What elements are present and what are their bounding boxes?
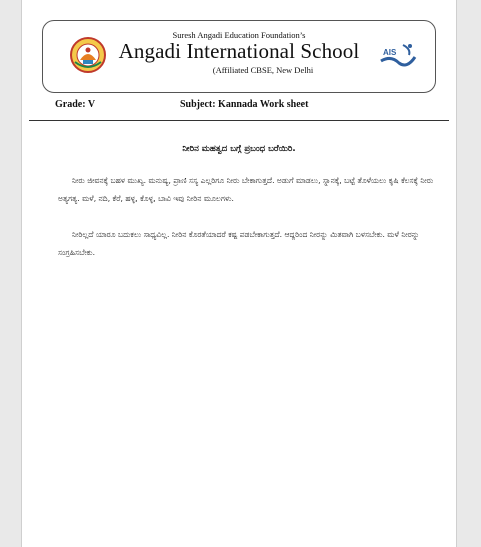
essay-title: ನೀರಿನ ಮಹತ್ವದ ಬಗ್ಗೆ ಪ್ರಬಂಧ ಬರೆಯಿರಿ.: [182, 144, 296, 154]
school-name: Angadi International School: [118, 39, 360, 63]
paragraph-2: ನೀರಿಲ್ಲದೆ ಯಾರೂ ಬದುಕಲು ಸಾಧ್ಯವಿಲ್ಲ. ನೀರಿನ ಕೊರತೆಯಾದರೆ ಕಷ್ಟ ಪಡಬೇಕಾಗುತ್ತದೆ. ಆದ್ದರಿಂದ ನೀರನ್ನು ಮಿತವಾಗಿ ಬಳಸಬೇಕು. ಮಳೆ ನೀರನ್ನು ಸಂಗ್ರಹಿಸಬೇಕು.: [58, 230, 420, 257]
ais-logo-text: AIS: [383, 48, 397, 57]
subject-label: Subject: Kannada Work sheet: [180, 99, 309, 110]
paragraph-1: ನೀರು ಜೀವನಕ್ಕೆ ಬಹಳ ಮುಖ್ಯ. ಮನುಷ್ಯ, ಪ್ರಾಣಿ ಸಸ್ಯ ಎಲ್ಲರಿಗೂ ನೀರು ಬೇಕಾಗುತ್ತದೆ. ಅಡುಗೆ ಮಾಡಲು, ಸ್ನಾನಕ್ಕೆ, ಬಟ್ಟೆ ತೊಳೆಯಲು ಕೃಷಿ ಕೆಲಸಕ್ಕೆ ನೀರು ಅತ್ಯಗತ್ಯ. ಮಳೆ, ನದಿ, ಕೆರೆ, ಹಳ್ಳ, ಕೊಳ್ಳ, ಬಾವಿ ಇವು ನೀರಿನ ಮೂಲಗಳು.: [58, 176, 434, 203]
affiliation-text: (Affiliated CBSE, New Delhi: [212, 65, 314, 75]
divider-line: [29, 120, 449, 121]
grade-label: Grade: V: [55, 99, 96, 110]
document-page: [21, 0, 457, 547]
ais-logo: [377, 41, 419, 71]
foundation-name: Suresh Angadi Education Foundation’s: [172, 30, 306, 40]
worksheet-info-row: [22, 99, 456, 113]
school-header: [42, 20, 436, 93]
